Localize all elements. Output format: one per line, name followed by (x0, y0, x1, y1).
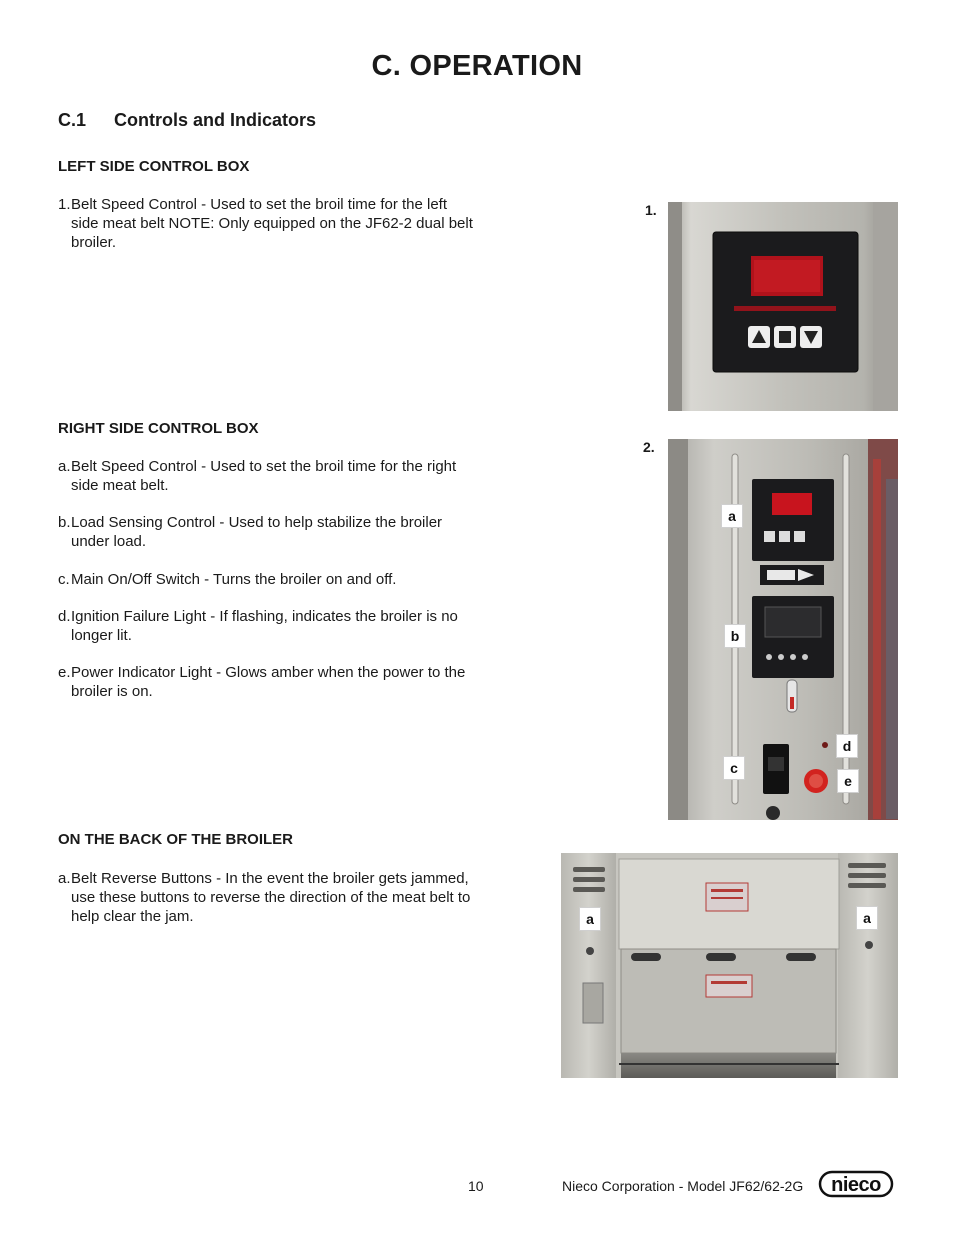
callout-a: a (721, 504, 743, 528)
callout-b: b (724, 624, 746, 648)
callout-c: c (723, 756, 745, 780)
item-text: Belt Reverse Buttons - In the event the broiler gets jammed, use these buttons to reverse the direction of the meat belt to help clear the jam. (71, 870, 471, 925)
list-item (58, 570, 478, 589)
item-label: d. (58, 608, 71, 625)
section-number: C.1 (58, 110, 87, 130)
item-text: Main On/Off Switch - Turns the broiler on and off. (71, 571, 397, 588)
list-item (58, 663, 478, 701)
item-label: 1. (58, 196, 71, 213)
right-control-box-photo (668, 439, 898, 820)
callout-a-left: a (579, 907, 601, 931)
item-text: Belt Speed Control - Used to set the broil time for the right side meat belt. (71, 458, 457, 494)
item-text: Belt Speed Control - Used to set the broil time for the left side meat belt NOTE: Only equipped on the JF62-2 dual belt broiler. (71, 196, 473, 251)
left-control-box-heading: LEFT SIDE CONTROL BOX (58, 158, 250, 175)
item-label: b. (58, 514, 71, 531)
callout-a-right: a (856, 906, 878, 930)
section-heading (58, 110, 316, 131)
section-title: Controls and Indicators (114, 110, 317, 130)
broiler-back-photo (561, 853, 898, 1078)
callout-d: d (836, 734, 858, 758)
page-number: 10 (468, 1178, 484, 1194)
list-item (58, 607, 478, 645)
nieco-logo (818, 1169, 896, 1199)
right-control-box-heading: RIGHT SIDE CONTROL BOX (58, 420, 259, 437)
logo-wordmark: nieco (831, 1174, 881, 1196)
list-item (58, 457, 478, 495)
list-item (58, 869, 478, 926)
callout-e: e (837, 769, 859, 793)
item-text: Load Sensing Control - Used to help stabilize the broiler under load. (71, 514, 443, 550)
left-control-box-photo (668, 202, 898, 411)
footer-corporation: Nieco Corporation - Model JF62/62-2G (562, 1178, 804, 1194)
list-item (58, 195, 478, 252)
figure-1-label: 1. (645, 202, 657, 218)
item-text: Power Indicator Light - Glows amber when the power to the broiler is on. (71, 664, 466, 700)
page-title: C. OPERATION (371, 50, 583, 82)
item-label: e. (58, 664, 71, 681)
item-label: a. (58, 870, 71, 887)
item-text: Ignition Failure Light - If flashing, indicates the broiler is no longer lit. (71, 608, 458, 644)
list-item (58, 513, 478, 551)
back-of-broiler-heading: ON THE BACK OF THE BROILER (58, 831, 293, 848)
item-label: c. (58, 571, 70, 588)
figure-2-label: 2. (643, 439, 655, 455)
item-label: a. (58, 458, 71, 475)
